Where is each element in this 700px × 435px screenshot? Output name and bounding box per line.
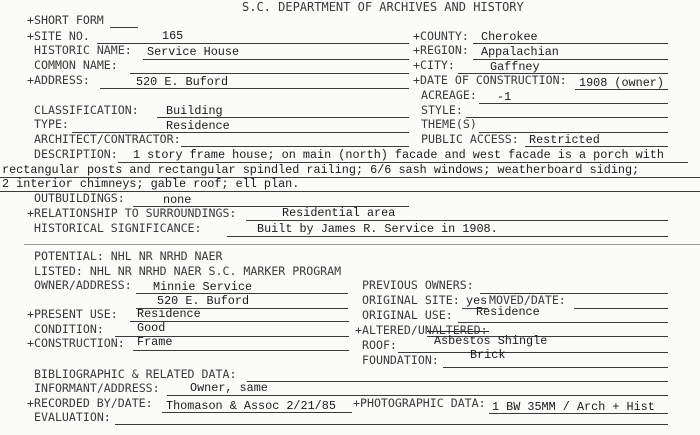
- common-name-label: COMMON NAME:: [34, 58, 118, 72]
- original-site-value: yes: [466, 294, 488, 308]
- recorded-by-value: Thomason & Assoc 2/21/85: [166, 399, 336, 413]
- classification-line: [157, 117, 409, 118]
- outbuildings-label: OUTBUILDINGS:: [34, 191, 125, 205]
- original-site-label: ORIGINAL SITE:: [362, 293, 460, 307]
- date-of-construction-label: +DATE OF CONSTRUCTION:: [413, 73, 567, 87]
- style-label: STYLE:: [421, 103, 463, 117]
- theme-label: THEME(S): [421, 117, 477, 131]
- bibliographic-line: [247, 381, 668, 382]
- construction-line: [133, 350, 349, 351]
- recorded-by-line: [162, 412, 352, 413]
- acreage-value: -1: [497, 90, 512, 104]
- common-name-line: [130, 73, 409, 74]
- style-line: [466, 117, 668, 118]
- owner-address-label: OWNER/ADDRESS:: [34, 278, 132, 292]
- foundation-line: [443, 367, 668, 368]
- roof-label: ROOF:: [362, 338, 397, 352]
- foundation-label: FOUNDATION:: [362, 353, 439, 367]
- owner-address-value: 520 E. Buford: [157, 294, 250, 308]
- date-of-construction-value: 1908 (owner): [579, 76, 664, 90]
- recorded-by-label: +RECORDED BY/DATE:: [27, 396, 153, 410]
- present-use-value: Residence: [137, 307, 201, 321]
- classification-label: CLASSIFICATION:: [34, 103, 139, 117]
- address-line: [100, 88, 409, 89]
- relationship-label: +RELATIONSHIP TO SURROUNDINGS:: [27, 206, 237, 220]
- site-no-value: 165: [162, 29, 184, 43]
- form-title: S.C. DEPARTMENT OF ARCHIVES AND HISTORY: [242, 0, 524, 14]
- original-use-label: ORIGINAL USE:: [362, 308, 453, 322]
- public-access-line: [525, 146, 668, 147]
- bibliographic-label: BIBLIOGRAPHIC & RELATED DATA:: [34, 367, 237, 381]
- short-form-line: [110, 27, 138, 28]
- present-use-label: +PRESENT USE:: [27, 307, 118, 321]
- acreage-label: ACREAGE:: [421, 88, 477, 102]
- description-line-1: 1 story frame house; on main (north) facade and west facade is a porch with: [133, 148, 664, 162]
- photographic-label: +PHOTOGRAPHIC DATA:: [353, 396, 486, 410]
- address-value: 520 E. Buford: [136, 75, 229, 89]
- moved-date-label: MOVED/DATE:: [489, 293, 566, 307]
- classification-value: Building: [166, 104, 223, 118]
- relationship-value: Residential area: [282, 206, 396, 220]
- region-label: +REGION:: [413, 43, 469, 57]
- evaluation-label: EVALUATION:: [34, 410, 111, 424]
- significance-label: HISTORICAL SIGNIFICANCE:: [34, 221, 202, 235]
- architect-label: ARCHITECT/CONTRACTOR:: [34, 132, 181, 146]
- date-of-construction-line: [575, 89, 668, 90]
- outbuildings-value: none: [163, 193, 192, 207]
- description-line-3: 2 interior chimneys; gable roof; ell plan.: [2, 177, 300, 191]
- city-value: Gaffney: [490, 60, 540, 74]
- public-access-value: Restricted: [529, 133, 600, 147]
- construction-value: Frame: [137, 335, 173, 349]
- significance-line: [227, 236, 668, 237]
- condition-value: Good: [137, 321, 166, 335]
- historic-name-value: Service House: [147, 45, 240, 59]
- site-no-label: +SITE NO.: [27, 29, 90, 43]
- informant-label: INFORMANT/ADDRESS:: [34, 381, 160, 395]
- site-no-line: [97, 43, 409, 44]
- acreage-line: [479, 103, 668, 104]
- city-label: +CITY:: [413, 58, 455, 72]
- foundation-value: Brick: [470, 348, 506, 362]
- significance-value: Built by James R. Service in 1908.: [257, 222, 498, 236]
- type-value: Residence: [166, 119, 230, 133]
- unaltered-strike: [427, 331, 489, 332]
- county-value: Cherokee: [481, 30, 538, 44]
- region-value: Appalachian: [481, 45, 559, 59]
- roof-value: Asbestos Shingle: [434, 334, 548, 348]
- moved-date-line: [574, 308, 668, 309]
- description-line-2: rectangular posts and rectangular spindled railing; 6/6 sash windows; weatherboard siding;: [2, 163, 640, 177]
- construction-label: +CONSTRUCTION:: [27, 336, 125, 350]
- relationship-line: [246, 220, 668, 221]
- county-line: [473, 43, 668, 44]
- section-divider: [24, 244, 700, 245]
- original-use-line: [458, 322, 668, 323]
- type-label: TYPE:: [34, 117, 69, 131]
- potential-label: POTENTIAL: NHL NR NRHD NAER: [34, 249, 223, 263]
- altered-label: +ALTERED/UNALTERED:: [355, 323, 488, 337]
- description-label: DESCRIPTION:: [34, 147, 118, 161]
- historic-name-line: [143, 59, 409, 60]
- condition-label: CONDITION:: [34, 322, 104, 336]
- short-form-label: +SHORT FORM: [27, 13, 104, 27]
- owner-name-value: Minnie Service: [153, 280, 253, 294]
- address-label: +ADDRESS:: [27, 73, 90, 87]
- previous-owners-label: PREVIOUS OWNERS:: [362, 278, 474, 292]
- historic-name-label: HISTORIC NAME:: [34, 43, 132, 57]
- county-label: +COUNTY:: [413, 29, 469, 43]
- photographic-line: [489, 413, 668, 414]
- photographic-value: 1 BW 35MM / Arch + Hist: [492, 400, 655, 414]
- informant-value: Owner, same: [190, 381, 268, 395]
- original-use-value: Residence: [476, 305, 540, 319]
- public-access-label: PUBLIC ACCESS:: [421, 132, 519, 146]
- architect-line: [181, 146, 409, 147]
- evaluation-line: [115, 424, 668, 425]
- listed-label: LISTED: NHL NR NRHD NAER S.C. MARKER PROGRAM: [34, 264, 342, 278]
